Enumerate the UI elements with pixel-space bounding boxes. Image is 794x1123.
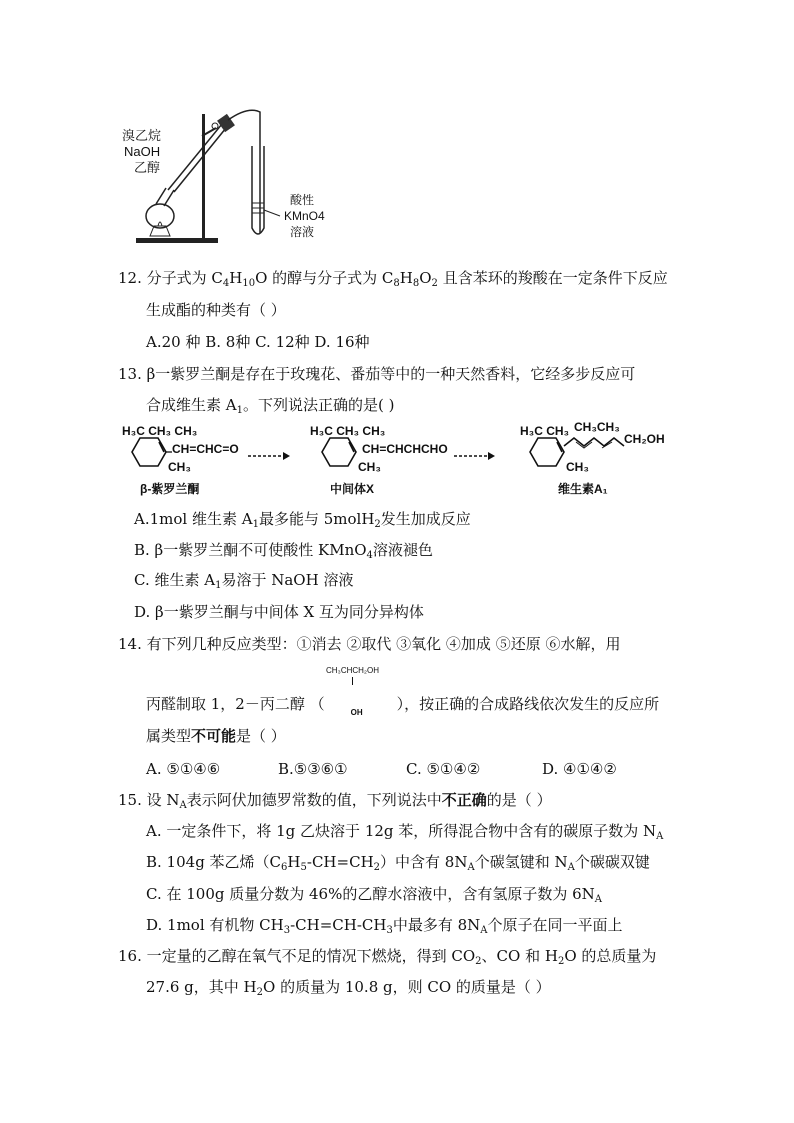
q14-line3: 属类型不可能是（ ）: [146, 727, 286, 745]
q13-line1: 13. β一紫罗兰酮是存在于玫瑰花、番茄等中的一种天然香料，它经多步反应可: [118, 365, 636, 383]
q14-option-b: B.⑤③⑥①: [278, 760, 348, 778]
q14-formula-oh: OH: [350, 708, 363, 717]
struct2-name: 中间体X: [330, 482, 375, 496]
q14-option-c: C. ⑤①④②: [406, 760, 481, 778]
reagent-label-3: 乙醇: [134, 160, 161, 175]
struct1-mid: CH=CHC=O: [172, 442, 239, 456]
q12-options: A.20 种 B. 8种 C. 12种 D. 16种: [146, 333, 370, 351]
kmno4-label-1: 酸性: [290, 193, 315, 207]
q14-option-d: D. ④①④②: [542, 760, 617, 778]
q13-line2: 合成维生素 $A_1$。下列说法正确的是( ): [146, 396, 395, 416]
struct3-name: 维生素A₁: [558, 482, 608, 496]
q13-option-b: B. β一紫罗兰酮不可使酸性 KMnO$_4$溶液褪色: [134, 541, 433, 561]
kmno4-label-3: 溶液: [290, 225, 315, 239]
reaction-scheme: [118, 420, 678, 500]
q15-option-b: B. 104g 苯乙烯$(C_6H_5-CH=CH_2)$中含有 $8N_A$个碳氢键和 $N_A$个碳碳双键: [146, 853, 650, 873]
q15-option-c: C. 在 100g 质量分数为 46%的乙醇水溶液中，含有氢原子数为 $6N_A$: [146, 885, 603, 905]
struct3-ch3: CH₃: [566, 460, 589, 474]
struct3-top-left: H₃C CH₃: [520, 424, 570, 438]
q16-line2: 27.6 g，其中 $H_2O$ 的质量为 10.8 g，则 CO 的质量是（ ）: [146, 978, 551, 998]
apparatus-figure: [118, 98, 348, 248]
struct2-ch3: CH₃: [358, 460, 381, 474]
q12-line2: 生成酯的种类有（ ）: [146, 301, 286, 319]
q15-line1: 15. 设 $N_A$表示阿伏加德罗常数的值，下列说法中不正确的是（ ）: [118, 791, 552, 811]
struct3-top: CH₃CH₃: [574, 420, 620, 434]
struct2-mid: CH=CHCHCHO: [362, 442, 448, 456]
q16-line1: 16. 一定量的乙醇在氧气不足的情况下燃烧，得到 $CO_2$、CO 和 $H_2O$ 的总质量为: [118, 947, 657, 967]
q14-formula-bond: [352, 677, 353, 685]
q15-option-a: A. 一定条件下，将 1g 乙炔溶于 12g 苯，所得混合物中含有的碳原子数为 $N_A$: [146, 822, 664, 842]
struct2-top: H₃C CH₃ CH₃: [310, 424, 386, 438]
q12-line1: 12. 分子式为 $C_4H_{10}O$ 的醇与分子式为 $C_8H_8O_2$ 且含苯环的羧酸在一定条件下反应: [118, 269, 668, 289]
q13-option-c: C. 维生素 $A_1$易溶于 NaOH 溶液: [134, 571, 354, 591]
q14-line2: 丙醛制取 1，2－丙二醇 （ OH ），按正确的合成路线依次发生的反应所: [146, 694, 659, 714]
kmno4-label-2: KMnO4: [284, 209, 325, 223]
reagent-label-2: NaOH: [124, 144, 161, 159]
struct1-name: β-紫罗兰酮: [140, 482, 200, 496]
q14-formula-top: CH₃CHCH₂OH: [326, 666, 380, 675]
q14-line1: 14. 有下列几种反应类型：①消去 ②取代 ③氧化 ④加成 ⑤还原 ⑥水解，用: [118, 635, 621, 653]
struct1-ch3: CH₃: [168, 460, 191, 474]
q13-option-d: D. β一紫罗兰酮与中间体 X 互为同分异构体: [134, 603, 424, 621]
reagent-label-1: 溴乙烷: [122, 128, 162, 143]
struct3-oh: CH₂OH: [624, 432, 665, 446]
struct1-top: H₃C CH₃ CH₃: [122, 424, 198, 438]
q15-option-d: D. 1mol 有机物 $CH_3-CH=CH-CH_3$中最多有 $8N_A$个原子在同一平面上: [146, 916, 623, 936]
q13-option-a: A.1mol 维生素 $A_1$最多能与 5molH$_2$发生加成反应: [134, 510, 471, 530]
q14-option-a: A. ⑤①④⑥: [146, 760, 221, 778]
